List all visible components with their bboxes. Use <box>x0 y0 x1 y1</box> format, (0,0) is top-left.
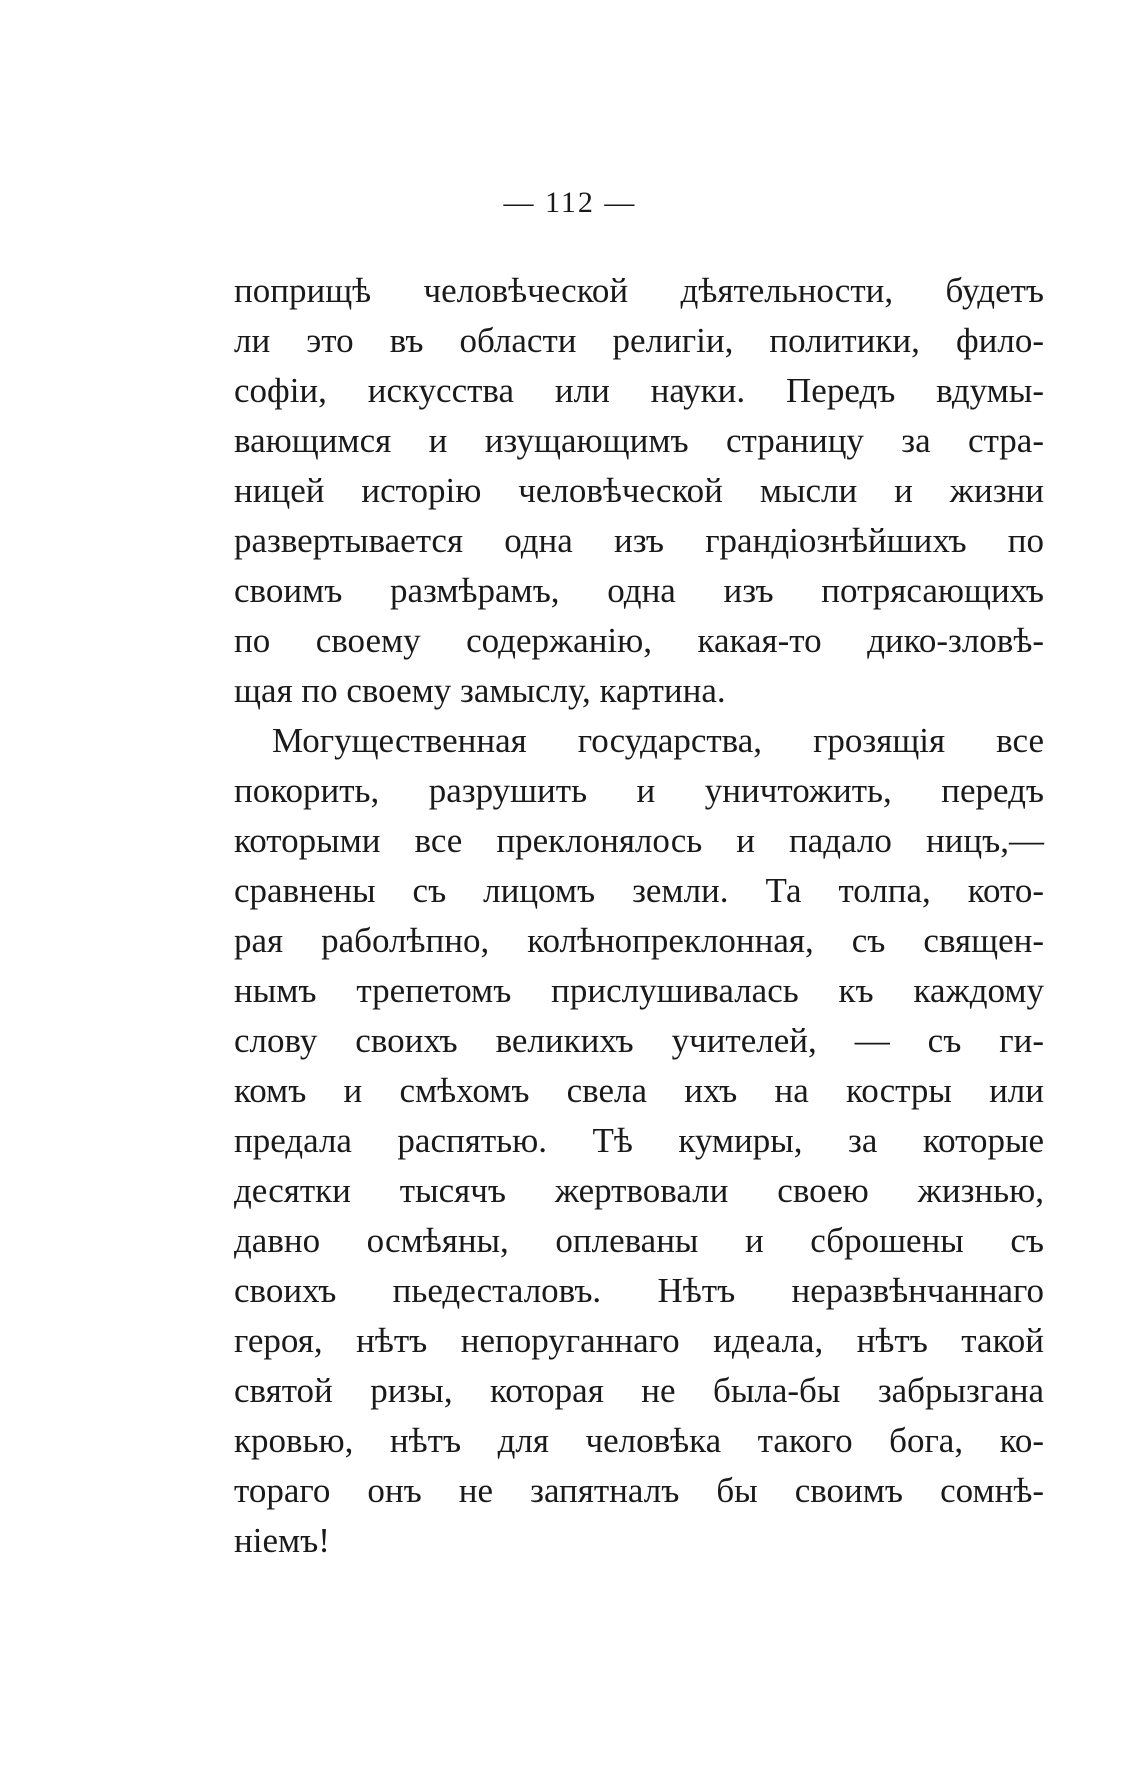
text-line: своимъ размѣрамъ, одна изъ потрясающихъ <box>234 571 1044 610</box>
page-number: — 112 — <box>503 186 637 219</box>
text-line: которыми все преклонялось и падало ницъ,— <box>234 821 1044 860</box>
text-line: своихъ пьедесталовъ. Нѣтъ неразвѣнчаннаго <box>234 1271 1044 1310</box>
text-line: щая по своему замыслу, картина. <box>234 671 726 710</box>
text-line: вающимся и изущающимъ страницу за стра- <box>234 421 1044 460</box>
text-line: давно осмѣяны, оплеваны и сброшены съ <box>234 1221 1044 1260</box>
text-line: тораго онъ не запятналъ бы своимъ сомнѣ- <box>234 1471 1044 1510</box>
paragraph-1 <box>234 266 1044 716</box>
text-line: по своему содержанію, какая-то дико-зловѣ- <box>234 621 1044 660</box>
text-line: ніемъ! <box>234 1521 330 1560</box>
body-text <box>234 266 1044 1566</box>
text-line: сравнены съ лицомъ земли. Та толпа, кото- <box>234 871 1044 910</box>
text-line: святой ризы, которая не была-бы забрызгана <box>234 1371 1044 1410</box>
text-line: Могущественная государства, грозящія все <box>272 721 1044 760</box>
text-line: десятки тысячъ жертвовали своею жизнью, <box>234 1171 1044 1210</box>
text-line: ницей исторію человѣческой мысли и жизни <box>234 471 1044 510</box>
text-line: поприщѣ человѣческой дѣятельности, будетъ <box>234 271 1044 310</box>
text-line: кровью, нѣтъ для человѣка такого бога, ко- <box>234 1421 1044 1460</box>
text-line: развертывается одна изъ грандіознѣйшихъ по <box>234 521 1044 560</box>
text-line: софіи, искусства или науки. Передъ вдумы- <box>234 371 1044 410</box>
text-line: предала распятью. Тѣ кумиры, за которые <box>234 1121 1044 1160</box>
paragraph-2 <box>234 716 1044 1566</box>
text-line: ли это въ области религіи, политики, фило- <box>234 321 1044 360</box>
text-line: слову своихъ великихъ учителей, — съ ги- <box>234 1021 1044 1060</box>
text-line: нымъ трепетомъ прислушивалась къ каждому <box>234 971 1044 1010</box>
text-line: героя, нѣтъ непоруганнаго идеала, нѣтъ такой <box>234 1321 1044 1360</box>
text-line: комъ и смѣхомъ свела ихъ на костры или <box>234 1071 1044 1110</box>
text-line: покорить, разрушить и уничтожить, передъ <box>234 771 1044 810</box>
text-line: рая раболѣпно, колѣнопреклонная, съ священ- <box>234 921 1044 960</box>
